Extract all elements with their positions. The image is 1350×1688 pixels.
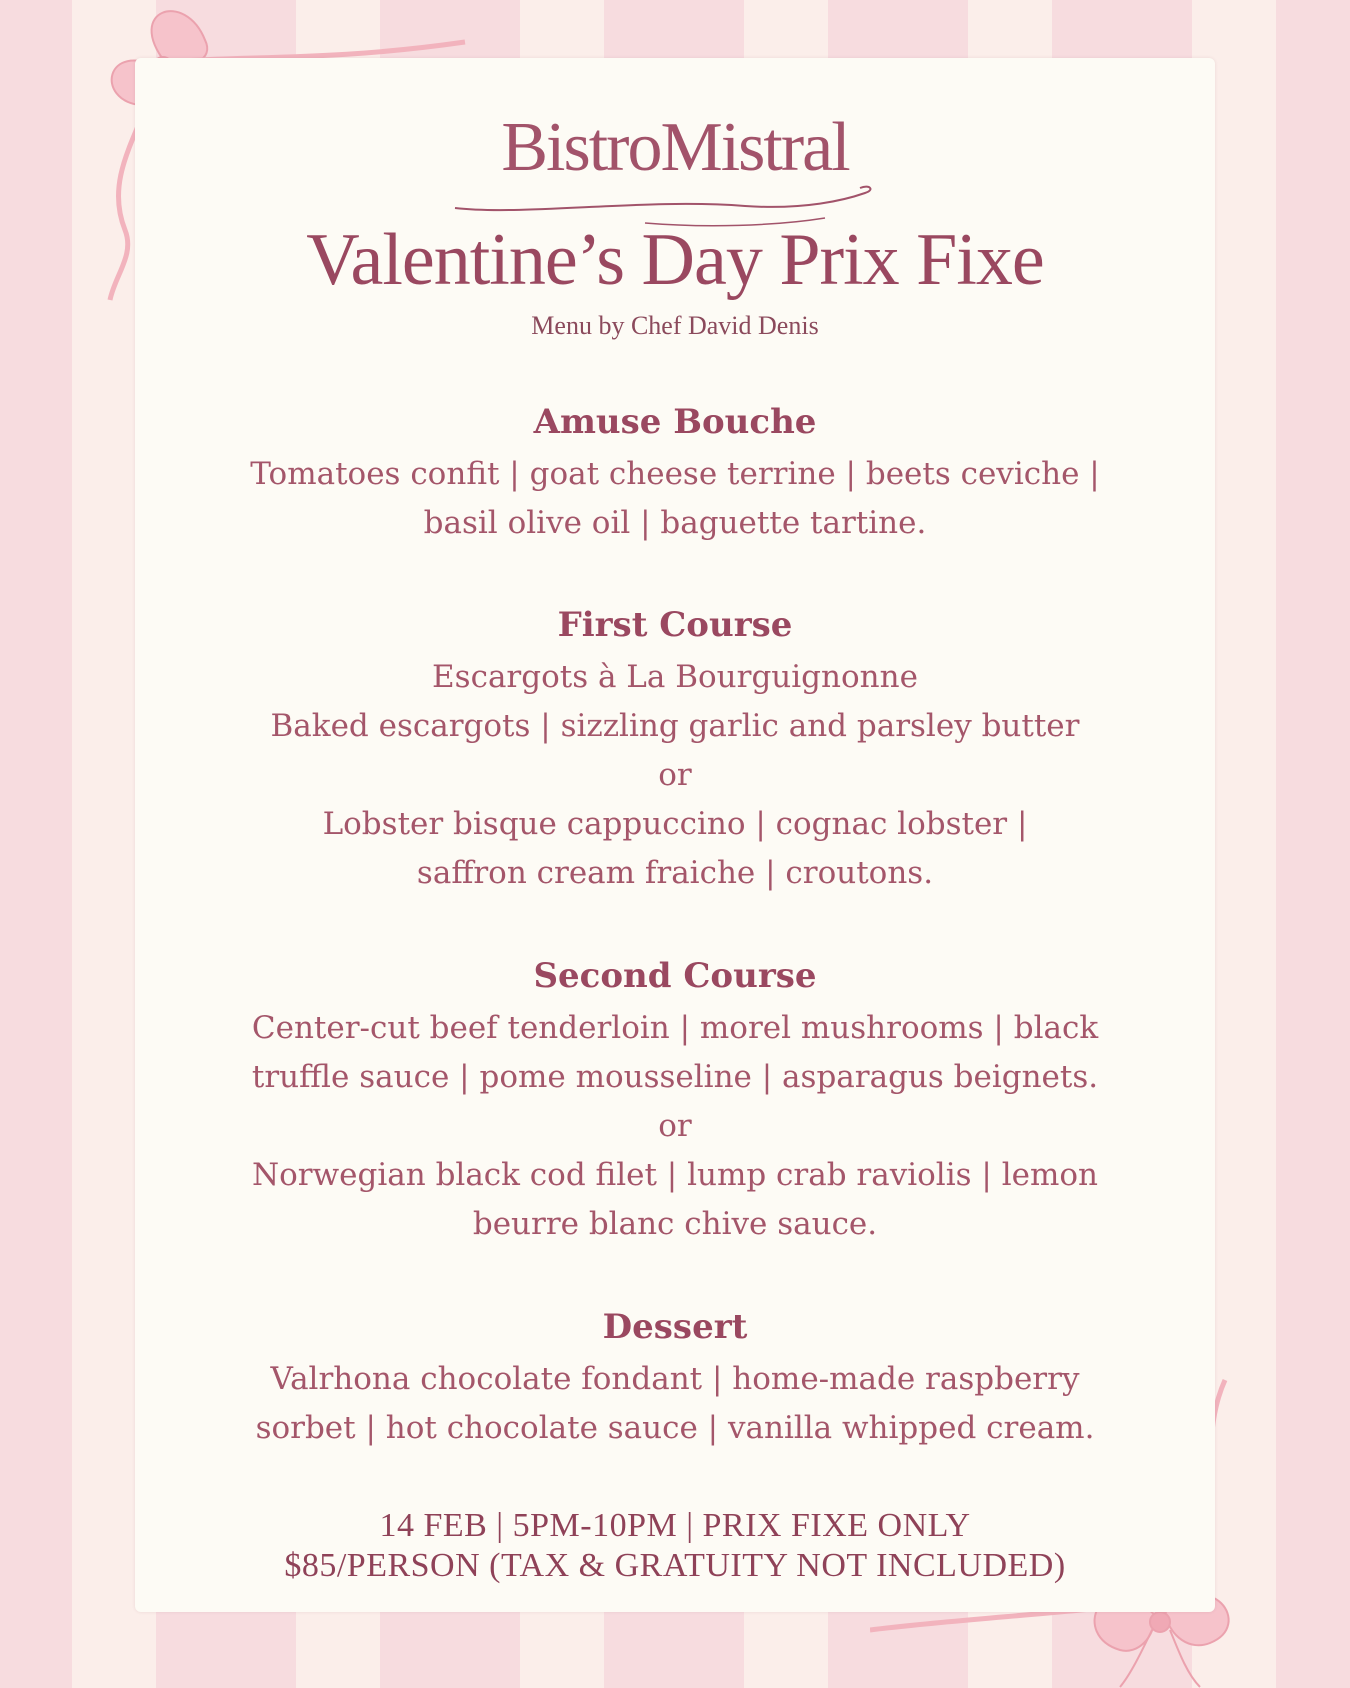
restaurant-logo xyxy=(445,88,945,238)
section-dessert xyxy=(195,1305,1155,1453)
menu-line-or: or xyxy=(658,757,692,793)
page-title: Valentine’s Day Prix Fixe xyxy=(306,219,1044,301)
event-price: $85/PERSON (TAX & GRATUITY NOT INCLUDED) xyxy=(284,1547,1066,1584)
menu-line: sorbet | hot chocolate sauce | vanilla whipped cream. xyxy=(255,1410,1095,1446)
logo-wordmark: BistroMistral xyxy=(501,109,849,186)
section-heading: Amuse Bouche xyxy=(533,402,817,442)
menu-line: Center-cut beef tenderloin | morel mushrooms | black xyxy=(251,1010,1099,1046)
event-date-time: 14 FEB | 5PM-10PM | PRIX FIXE ONLY xyxy=(379,1507,971,1544)
menu-line: Valrhona chocolate fondant | home-made raspberry xyxy=(270,1361,1080,1397)
logo-flourish-icon xyxy=(445,88,945,238)
chef-credit: Menu by Chef David Denis xyxy=(531,311,819,340)
menu-line-or: or xyxy=(658,1108,692,1144)
menu-card xyxy=(135,58,1215,1612)
menu-line: Lobster bisque cappuccino | cognac lobster | xyxy=(322,806,1028,842)
menu-line: saffron cream fraiche | croutons. xyxy=(416,855,934,891)
section-heading: Second Course xyxy=(533,956,817,996)
section-first-course xyxy=(195,603,1155,898)
section-heading: Dessert xyxy=(602,1307,748,1347)
menu-line: beurre blanc chive sauce. xyxy=(472,1206,878,1242)
menu-line: basil olive oil | baguette tartine. xyxy=(423,505,927,541)
menu-line: Baked escargots | sizzling garlic and parsley butter xyxy=(270,708,1080,744)
menu-line: Tomatoes confit | goat cheese terrine | beets ceviche | xyxy=(250,456,1100,492)
event-details xyxy=(195,1506,1155,1586)
section-heading: First Course xyxy=(557,605,793,645)
menu-line: Norwegian black cod filet | lump crab raviolis | lemon xyxy=(252,1157,1098,1193)
menu-line: Escargots à La Bourguignonne xyxy=(432,659,918,695)
section-second-course xyxy=(195,954,1155,1249)
section-amuse-bouche xyxy=(195,400,1155,548)
menu-line: truffle sauce | pome mousseline | asparagus beignets. xyxy=(251,1059,1099,1095)
